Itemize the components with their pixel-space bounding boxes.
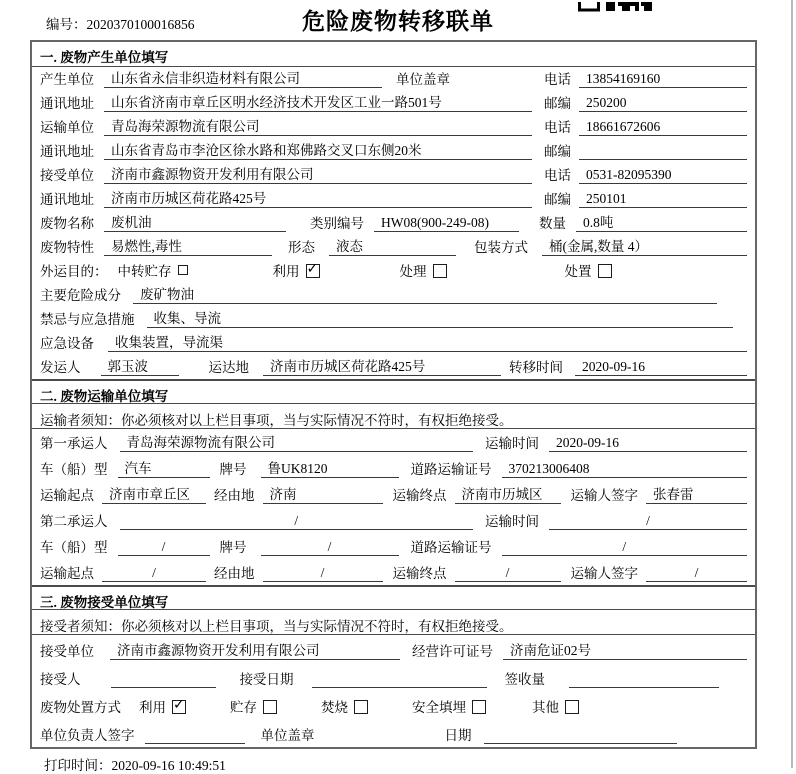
option-label: 处理 [399,264,427,279]
accept-unit-field: 济南市鑫源物资开发利用有限公司 [110,639,400,660]
via-field: 济南 [263,483,383,504]
accept-date-label: 接受日期 [239,672,294,687]
section2-heading: 二. 废物运输单位填写 [32,379,755,404]
packing-label: 包装方式 [474,240,528,255]
received-qty-field [569,671,719,688]
row-second-carrier [32,507,755,533]
disposal-recycle-checkbox [172,700,186,714]
option-label: 其他 [532,700,559,715]
transfer-storage-checkbox [178,265,188,275]
accept-date-field [312,671,487,688]
row-vehicle-2 [32,533,755,559]
transporter-address-field: 山东省青岛市李沧区徐水路和郑佛路交叉口东侧20米 [104,139,532,160]
row-disposal-method [32,691,755,719]
serial-number: 2020370100016856 [86,17,195,32]
option-label: 利用 [272,264,300,279]
second-carrier-label: 第二承运人 [40,514,108,529]
form-label: 形态 [288,240,315,255]
packing-field: 桶(金属,数量 4） [542,235,747,256]
section3-heading: 三. 废物接受单位填写 [32,585,755,610]
road-cert-field: 370213006408 [502,461,748,478]
option-store [230,696,277,716]
row-accept-unit [32,635,755,663]
plate-label: 牌号 [219,462,247,477]
row-route-2 [32,559,755,585]
receiver-notice: 接受者须知：你必须核对以上栏目事项，当与实际情况不符时，有权拒绝接受。 [32,610,755,635]
row-responsible-signature [32,719,755,747]
row-first-carrier [32,429,755,455]
address-label: 通讯地址 [40,192,94,207]
option-transfer-storage [118,260,188,280]
row-route-1 [32,481,755,507]
license-field: 济南危证02号 [503,639,747,660]
destination-field: 济南市历城区荷花路425号 [263,355,501,376]
transporter-name-field: 青岛海荣源物流有限公司 [104,115,532,136]
receiver-phone-field: 0531-82095390 [579,167,747,184]
received-qty-label: 签收量 [504,672,545,687]
route-start-label: 运输起点 [40,488,94,503]
producer-zip-field: 250200 [579,95,747,112]
disposal-landfill-checkbox [472,700,486,714]
option-label: 处置 [564,264,592,279]
print-time-line [44,754,796,774]
option-recycle [139,696,186,716]
option-label: 中转贮存 [117,264,172,279]
qr-code-fragment-icon [578,0,652,16]
option-label: 利用 [139,700,166,715]
transporter-phone-field: 18661672606 [579,119,747,136]
date-label: 日期 [444,728,472,743]
row-transporter [32,115,755,139]
zip-label: 邮编 [544,144,571,159]
road-cert-label: 道路运输证号 [410,462,492,477]
first-carrier-label: 第一承运人 [40,436,108,451]
producer-label: 产生单位 [40,72,94,87]
manifest-header [0,0,796,40]
row-producer-address [32,91,755,115]
row-transfer-purpose [32,259,755,283]
recycle-checkbox [306,264,320,278]
phone-label: 电话 [544,120,571,135]
destination-label: 运达地 [208,360,249,375]
receiver-zip-field: 250101 [579,191,747,208]
responsible-sign-field [145,727,245,744]
category-field: HW08(900-249-08) [374,215,519,232]
via-field: / [263,565,383,582]
transport-time-label: 运输时间 [485,436,539,451]
row-accept-person [32,663,755,691]
date-field [484,727,677,744]
carrier-sign-field: / [646,565,747,582]
row-vehicle-1 [32,455,755,481]
route-start-field: / [102,565,206,582]
route-end-label: 运输终点 [392,566,447,581]
responsible-sign-label: 单位负责人签字 [40,728,135,743]
option-treat [400,260,447,280]
vehicle-type-field: / [118,539,210,556]
phone-label: 电话 [544,168,571,183]
equipment-label: 应急设备 [40,336,94,351]
serial-number-line [46,13,195,33]
disposal-store-checkbox [263,700,277,714]
row-emergency-equipment [32,331,755,355]
equipment-field: 收集装置，导流渠 [108,331,747,352]
vehicle-type-field: 汽车 [118,457,210,478]
carrier-sign-label: 运输人签字 [570,488,638,503]
option-label: 安全填埋 [412,700,466,715]
disposal-method-label: 废物处置方式 [40,700,121,715]
route-end-field: / [455,565,561,582]
route-start-field: 济南市章丘区 [102,483,206,504]
form-field: 液态 [329,235,456,256]
emergency-measures-field: 收集、导流 [147,307,734,328]
carrier-sign-label: 运输人签字 [570,566,638,581]
first-carrier-field: 青岛海荣源物流有限公司 [120,431,474,452]
transport-time-field: 2020-09-16 [549,435,747,452]
transporter-zip-field [579,143,747,160]
seal-label: 单位盖章 [396,72,450,87]
accept-unit-label: 接受单位 [40,644,94,659]
via-label: 经由地 [214,488,255,503]
emergency-measures-label: 禁忌与应急措施 [40,312,135,327]
phone-label: 电话 [544,72,571,87]
serial-label: 编号： [46,17,87,32]
option-dispose [565,260,612,280]
plate-field: / [261,539,399,556]
receiver-name-field: 济南市鑫源物资开发利用有限公司 [104,163,532,184]
page-right-edge [791,0,793,768]
producer-name-field: 山东省永信非织造材料有限公司 [104,67,382,88]
address-label: 通讯地址 [40,96,94,111]
disposal-other-checkbox [565,700,579,714]
transport-time-label: 运输时间 [485,514,539,529]
license-label: 经营许可证号 [412,644,493,659]
producer-address-field: 山东省济南市章丘区明水经济技术开发区工业一路501号 [104,91,532,112]
option-landfill [412,696,486,716]
purpose-label: 外运目的： [40,264,108,279]
row-emergency-measures [32,307,755,331]
road-cert-label: 道路运输证号 [410,540,492,555]
row-hazard-components [32,283,755,307]
row-transporter-address [32,139,755,163]
transporter-label: 运输单位 [40,120,94,135]
carrier-sign-field: 张春雷 [646,483,747,504]
option-label: 焚烧 [321,700,348,715]
treat-checkbox [433,264,447,278]
row-producer [32,67,755,91]
transport-time-field: / [549,513,747,530]
option-recycle [273,260,320,280]
second-carrier-field: / [120,513,474,530]
hazard-field: 废矿物油 [133,283,717,304]
quantity-field: 0.8吨 [576,211,747,232]
transfer-manifest-form [30,40,757,749]
via-label: 经由地 [214,566,255,581]
zip-label: 邮编 [544,96,571,111]
properties-field: 易燃性,毒性 [104,235,272,256]
dispose-checkbox [598,264,612,278]
route-start-label: 运输起点 [40,566,94,581]
option-incinerate [321,696,368,716]
vehicle-type-label: 车（船）型 [40,462,108,477]
hazard-label: 主要危险成分 [40,288,121,303]
plate-field: 鲁UK8120 [261,457,399,478]
transfer-time-label: 转移时间 [509,360,563,375]
transporter-notice: 运输者须知：你必须核对以上栏目事项，当与实际情况不符时，有权拒绝接受。 [32,404,755,429]
quantity-label: 数量 [539,216,566,231]
accept-person-field [111,671,216,688]
option-label: 贮存 [230,700,257,715]
print-time-value: 2020-09-16 10:49:51 [111,758,226,773]
receiver-address-field: 济南市历城区荷花路425号 [104,187,532,208]
waste-name-label: 废物名称 [40,216,94,231]
route-end-field: 济南市历城区 [455,483,561,504]
address-label: 通讯地址 [40,144,94,159]
row-waste-properties [32,235,755,259]
unit-seal-label: 单位盖章 [260,728,315,743]
transfer-time-field: 2020-09-16 [575,359,747,376]
plate-label: 牌号 [219,540,247,555]
option-other [532,696,579,716]
print-time-label: 打印时间： [44,758,112,773]
receiver-label: 接受单位 [40,168,94,183]
row-receiver [32,163,755,187]
zip-label: 邮编 [544,192,571,207]
shipper-label: 发运人 [40,360,81,375]
producer-phone-field: 13854169160 [579,71,747,88]
shipper-field: 郭玉波 [101,355,179,376]
disposal-incinerate-checkbox [354,700,368,714]
accept-person-label: 接受人 [40,672,81,687]
row-receiver-address [32,187,755,211]
category-label: 类别编号 [310,216,364,231]
waste-name-field: 废机油 [104,211,286,232]
vehicle-type-label: 车（船）型 [40,540,108,555]
section1-heading: 一. 废物产生单位填写 [32,42,755,67]
row-waste-name [32,211,755,235]
row-shipper [32,355,755,379]
route-end-label: 运输终点 [392,488,447,503]
properties-label: 废物特性 [40,240,94,255]
road-cert-field: / [502,539,748,556]
page-title: 危险废物转移联单 [302,9,494,34]
